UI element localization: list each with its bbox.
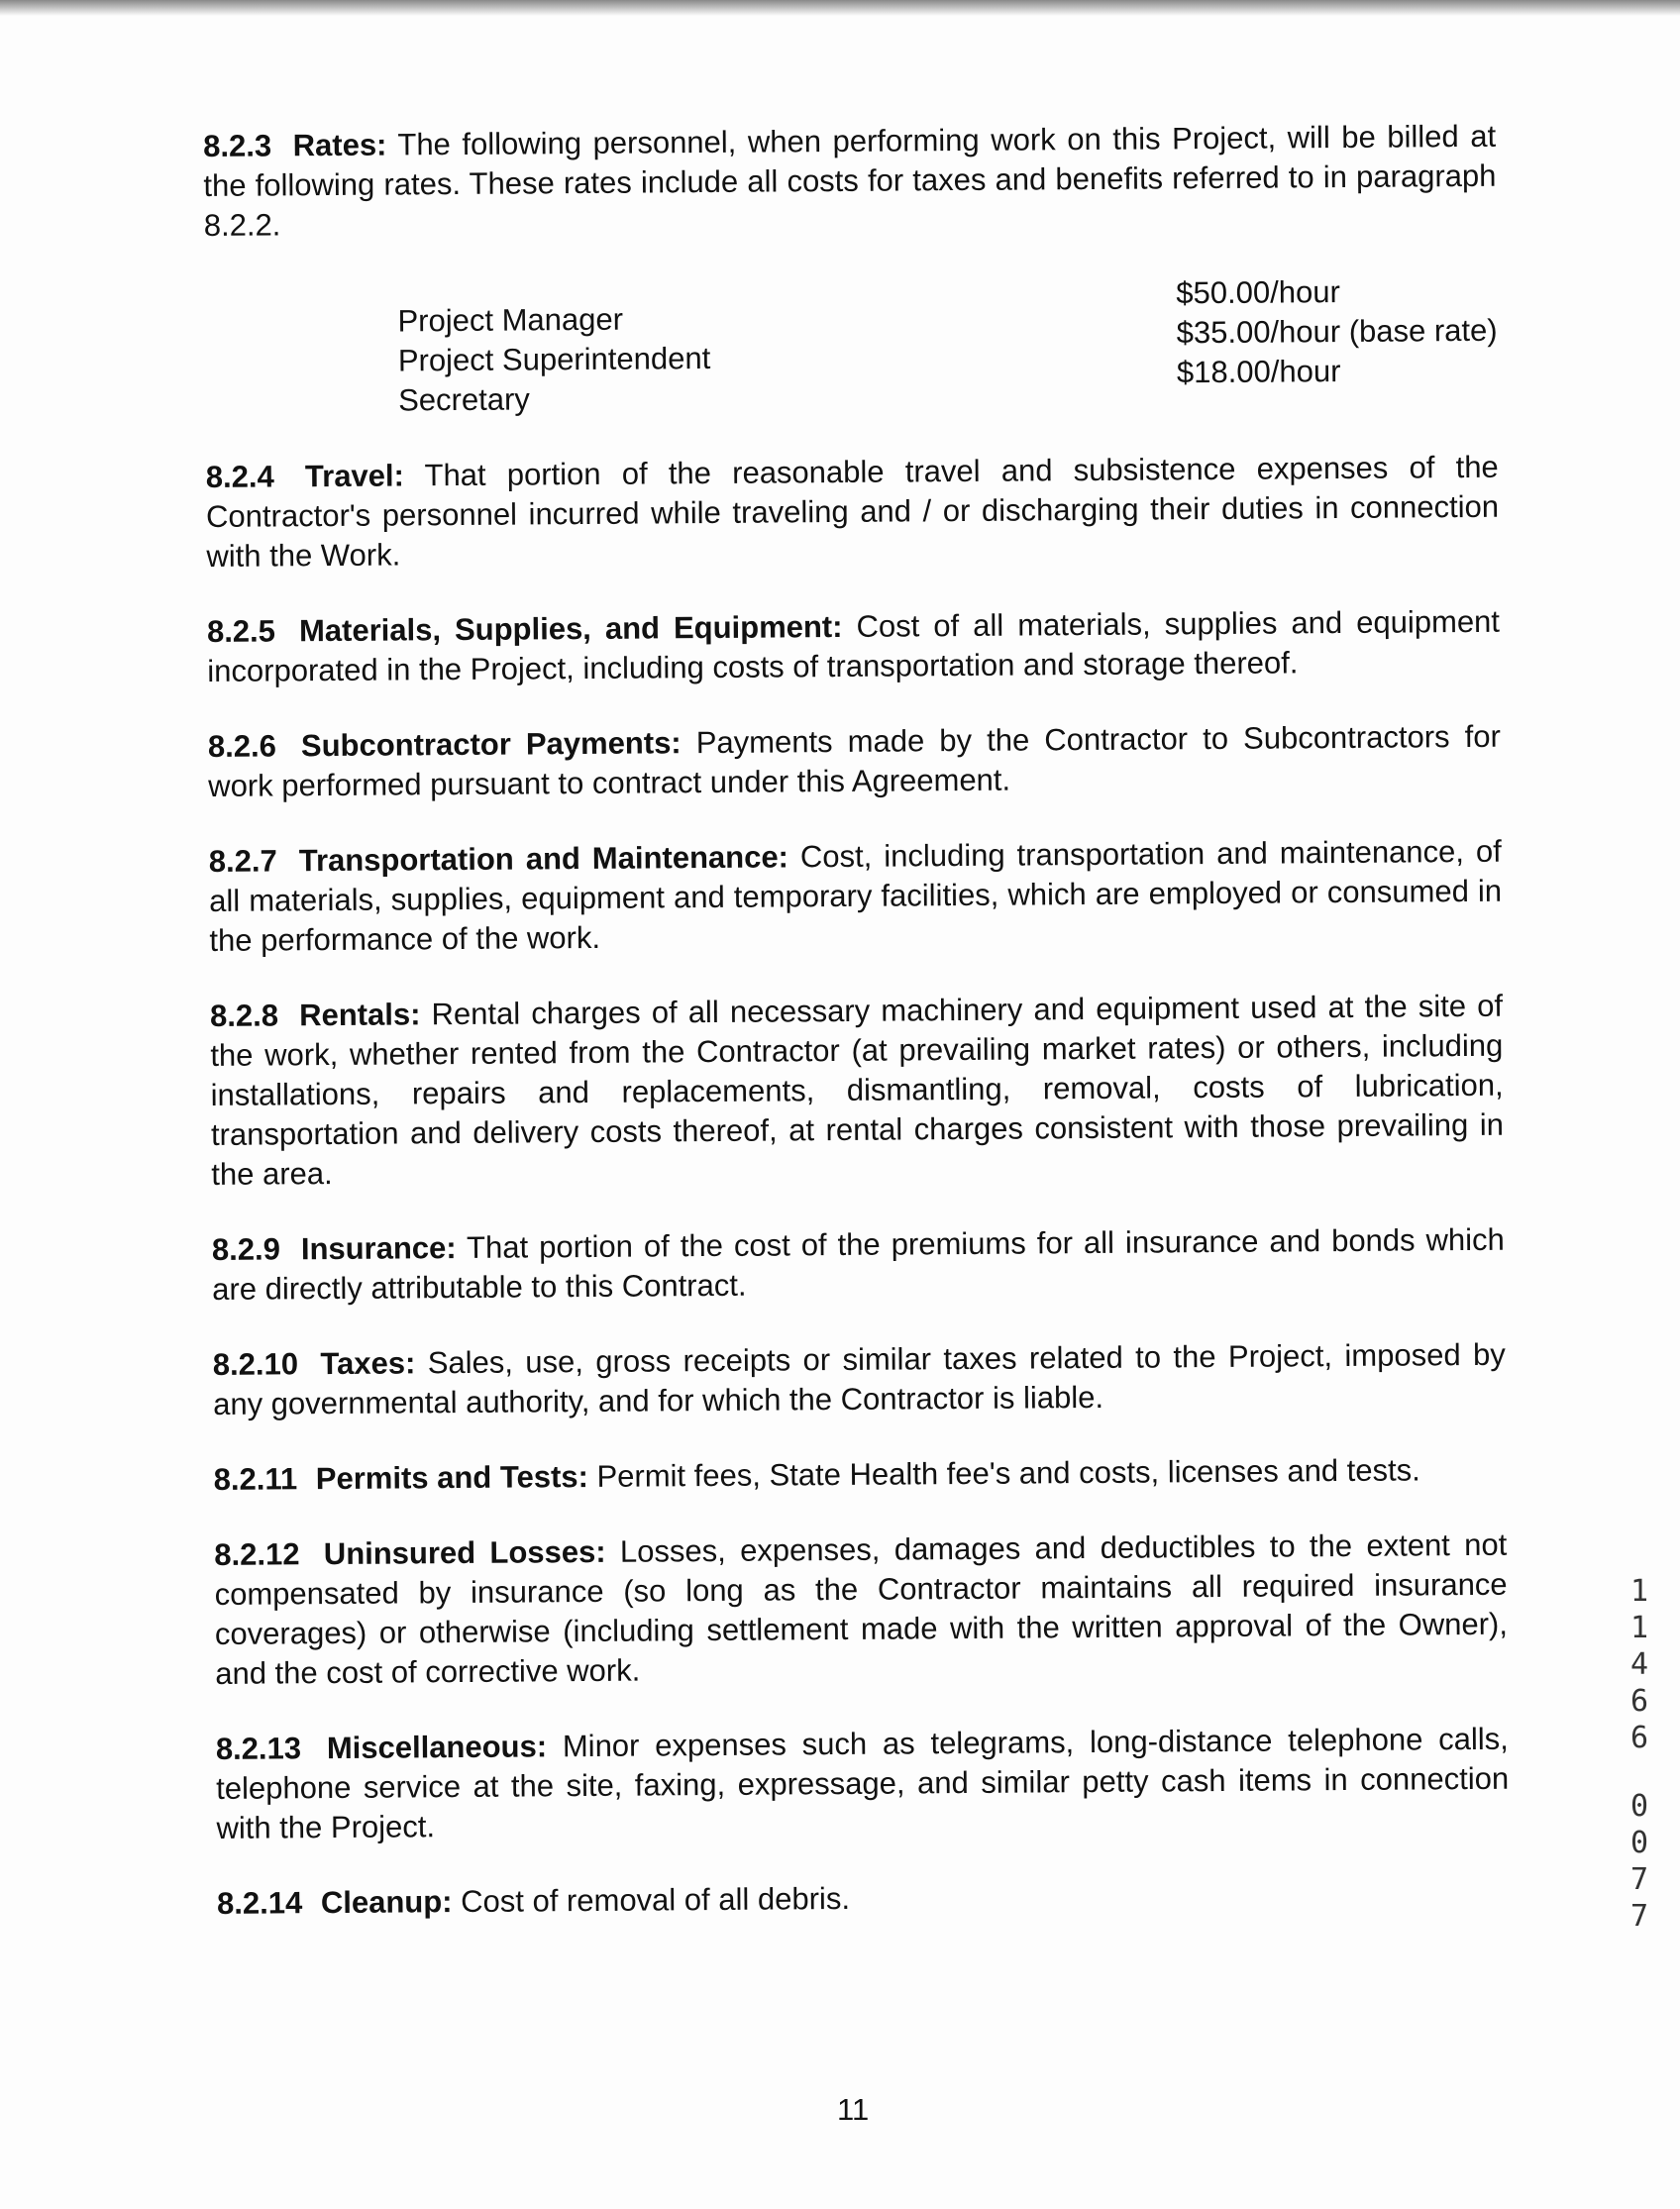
section-text: That portion of the cost of the premiums for all insurance and bonds which are directly attributable to this Contract. bbox=[212, 1221, 1505, 1307]
section-8-2-8 bbox=[210, 987, 1505, 1195]
rate-role: Secretary bbox=[398, 381, 530, 418]
bates-digit: 0 bbox=[1629, 1789, 1649, 1824]
section-title: Transportation and Maintenance: bbox=[298, 839, 789, 879]
section-8-2-5 bbox=[207, 602, 1501, 691]
section-number: 8.2.11 bbox=[213, 1461, 298, 1497]
bates-digit: 1 bbox=[1629, 1574, 1649, 1609]
section-number: 8.2.4 bbox=[205, 459, 274, 494]
section-8-2-10 bbox=[213, 1335, 1507, 1424]
section-title: Insurance: bbox=[300, 1230, 457, 1267]
rates-roles-column bbox=[397, 277, 710, 420]
section-text: That portion of the reasonable travel and subsistence expenses of the Contractor's personnel incurred while traveling and / or discharging their duties in connection with the Work. bbox=[205, 449, 1500, 574]
section-number: 8.2.9 bbox=[211, 1231, 280, 1267]
section-text: Cost of removal of all debris. bbox=[461, 1880, 851, 1920]
bates-digit: 7 bbox=[1629, 1899, 1649, 1934]
rate-value: $35.00/hour (base rate) bbox=[1176, 312, 1498, 351]
rates-table bbox=[204, 271, 1498, 422]
section-8-2-9 bbox=[212, 1220, 1506, 1310]
bates-digit: 6 bbox=[1629, 1684, 1649, 1719]
section-number: 8.2.3 bbox=[203, 128, 272, 163]
section-title: Travel: bbox=[304, 458, 405, 494]
section-8-2-6 bbox=[208, 717, 1502, 806]
section-8-2-13 bbox=[216, 1720, 1510, 1848]
bates-digit: 4 bbox=[1629, 1647, 1649, 1682]
section-number: 8.2.12 bbox=[214, 1536, 300, 1572]
section-text: Rental charges of all necessary machinery and equipment used at the site of the work, whether rented from the Contractor (at prevailing market rates) or others, including installations, repairs and replacements, dismantling, removal, costs of lubrication, transportation and delivery costs thereof, at rental charges consistent with those prevailing in the area. bbox=[210, 988, 1505, 1192]
bates-digit: 6 bbox=[1629, 1721, 1649, 1755]
section-title: Subcontractor Payments: bbox=[300, 725, 682, 764]
bates-digit: 1 bbox=[1629, 1611, 1649, 1645]
bates-digit: 0 bbox=[1629, 1826, 1649, 1860]
section-number: 8.2.7 bbox=[208, 843, 277, 879]
section-8-2-11 bbox=[214, 1450, 1507, 1500]
rate-role: Project Manager bbox=[397, 301, 624, 339]
section-text: Sales, use, gross receipts or similar taxes related to the Project, imposed by any governmental authority, and for which the Contractor is liable. bbox=[212, 1336, 1506, 1421]
scan-top-edge bbox=[0, 0, 1680, 16]
section-text: Payments made by the Contractor to Subcontractors for work performed pursuant to contract under this Agreement. bbox=[208, 718, 1501, 803]
section-number: 8.2.14 bbox=[216, 1885, 303, 1921]
section-title: Taxes: bbox=[320, 1345, 416, 1382]
section-text: Losses, expenses, damages and deductibles to the extent not compensated by insurance (so long as the Contractor maintains all required insurance coverages) or otherwise (including settlement made with the written approval of the Owner), and the cost of corrective work. bbox=[214, 1526, 1509, 1691]
section-title: Cleanup: bbox=[320, 1884, 453, 1921]
section-title: Permits and Tests: bbox=[315, 1458, 589, 1497]
bates-digit: 7 bbox=[1629, 1862, 1649, 1897]
rate-value: $18.00/hour bbox=[1176, 353, 1341, 390]
section-8-2-3 bbox=[203, 117, 1497, 246]
section-8-2-4 bbox=[206, 448, 1500, 577]
section-title: Rates: bbox=[292, 127, 387, 163]
section-title: Miscellaneous: bbox=[326, 1729, 548, 1766]
section-title: Materials, Supplies, and Equipment: bbox=[298, 608, 843, 649]
section-title: Rentals: bbox=[299, 997, 421, 1033]
rate-value: $50.00/hour bbox=[1176, 273, 1340, 311]
section-number: 8.2.8 bbox=[209, 998, 279, 1033]
section-8-2-7 bbox=[209, 832, 1503, 961]
document-body bbox=[203, 117, 1510, 1959]
section-number: 8.2.13 bbox=[215, 1731, 302, 1766]
section-text: Permit fees, State Health fee's and costs, licenses and tests. bbox=[596, 1452, 1420, 1494]
section-text: The following personnel, when performing work on this Project, will be billed at the following rates. These rates include all costs for taxes and benefits referred to in paragraph 8.2.2. bbox=[203, 118, 1497, 243]
rate-role: Project Superintendent bbox=[397, 340, 711, 378]
bates-gap bbox=[1625, 1756, 1654, 1788]
section-number: 8.2.10 bbox=[212, 1346, 299, 1382]
section-text: Cost, including transportation and maintenance, of all materials, supplies, equipment and temporary facilities, which are employed or consumed in the performance of the work. bbox=[209, 833, 1503, 958]
section-8-2-14 bbox=[217, 1874, 1510, 1924]
section-text: Cost of all materials, supplies and equipment incorporated in the Project, including costs of transportation and storage thereof. bbox=[207, 603, 1501, 688]
section-number: 8.2.6 bbox=[207, 728, 277, 764]
section-text: Minor expenses such as telegrams, long-distance telephone calls, telephone service at the site, faxing, expressage, and similar petty cash items in connection with the Project. bbox=[216, 1721, 1510, 1845]
section-title: Uninsured Losses: bbox=[323, 1533, 606, 1572]
section-number: 8.2.5 bbox=[206, 613, 276, 649]
rates-values-column bbox=[1176, 271, 1498, 415]
section-8-2-12 bbox=[214, 1525, 1508, 1694]
bates-number bbox=[1625, 1573, 1654, 1935]
page-number: 11 bbox=[837, 2092, 870, 2127]
